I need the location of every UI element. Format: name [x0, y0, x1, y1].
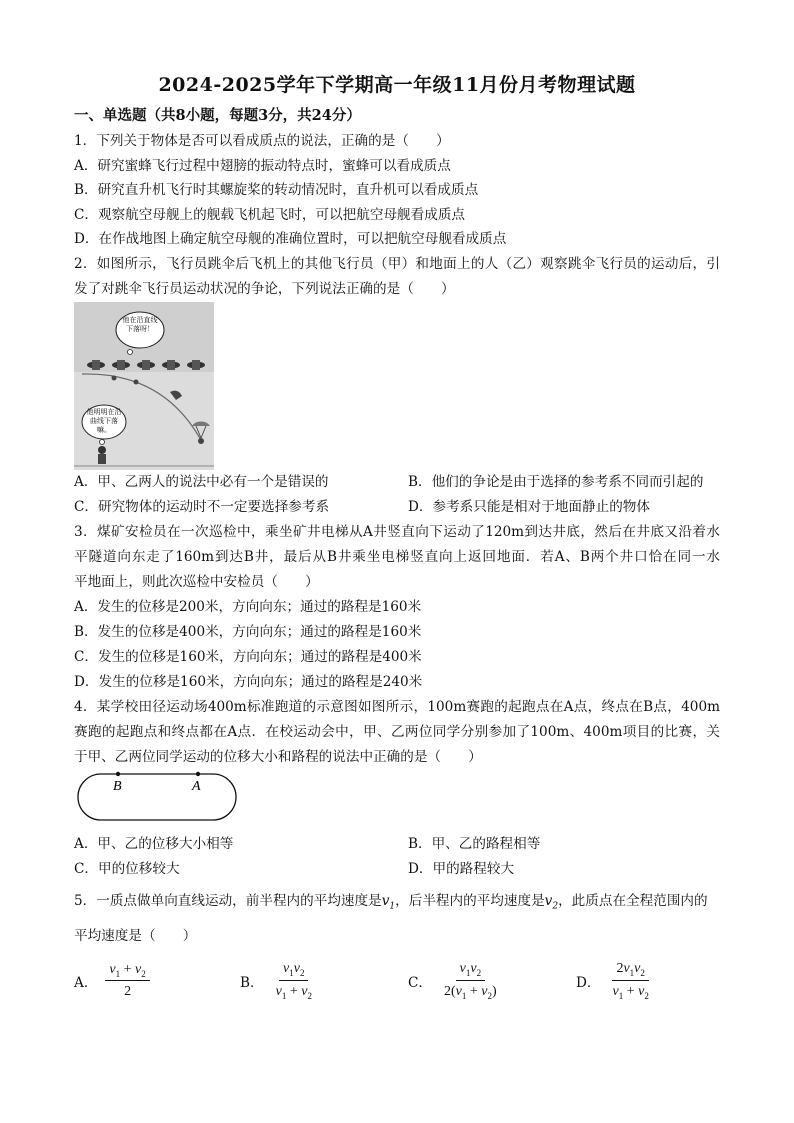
q2-option-b: B．他们的争论是由于选择的参考系不同而引起的 — [408, 474, 704, 490]
bubble-bottom-text: 他明明在沿曲线下落嘛。 — [86, 408, 122, 434]
point-a-marker — [196, 772, 200, 776]
q3-option-b: B．发生的位移是400米，方向向东；通过的路程是160米 — [74, 624, 422, 640]
formula-d: $\frac{2v_1v_2}{v_1 + v_2}$ — [612, 961, 649, 1001]
bubble-top-text: 他在沿直线下落呀！ — [122, 316, 158, 333]
q1-stem: 1．下列关于物体是否可以看成质点的说法，正确的是（ ） — [74, 133, 450, 149]
q4-stem-line2: 赛跑的起跑点和终点都在A点．在校运动会中，甲、乙两位同学分别参加了100m、400m项目的比赛，关 — [74, 724, 720, 740]
v1-symbol: $v_1$ — [381, 893, 396, 912]
q5-option-b-label: B． — [240, 975, 264, 991]
q4-option-b: B．甲、乙的路程相等 — [408, 836, 541, 852]
q2-stem-line1: 2．如图所示，飞行员跳伞后飞机上的其他飞行员（甲）和地面上的人（乙）观察跳伞飞行员的运动后，引 — [74, 256, 720, 272]
label-b: B — [113, 779, 122, 794]
track-outline — [78, 774, 236, 820]
formula-c: $\frac{v_1v_2}{2(v_1 + v_2)}$ — [444, 961, 497, 1001]
q5-stem-part1: 5．一质点做单向直线运动，前半程内的平均速度是 — [74, 893, 382, 909]
q3-option-a: A．发生的位移是200米，方向向东；通过的路程是160米 — [74, 599, 422, 615]
q4-option-d: D．甲的路程较大 — [408, 861, 515, 877]
q3-stem-line3: 平地面上，则此次巡检中安检员（ ） — [74, 574, 319, 590]
section-heading: 一、单选题（共8小题，每题3分，共24分） — [74, 107, 361, 124]
q2-option-c: C．研究物体的运动时不一定要选择参考系 — [74, 499, 330, 515]
q2-option-d: D．参考系只能是相对于地面静止的物体 — [408, 499, 650, 515]
q3-option-d: D．发生的位移是160米，方向向东；通过的路程是240米 — [74, 674, 423, 690]
q4-stem-line3: 于甲、乙两位同学运动的位移大小和路程的说法中正确的是（ ） — [74, 749, 482, 765]
q1-option-a: A．研究蜜蜂飞行过程中翅膀的振动特点时，蜜蜂可以看成质点 — [74, 158, 451, 174]
exam-title: 2024-2025学年下学期高一年级11月份月考物理试题 — [158, 74, 636, 96]
q5-stem-line1 — [74, 892, 708, 916]
q5-option-c-label: C． — [408, 975, 432, 991]
formula-a: $\frac{v_1 + v_2}{2}$ — [105, 962, 149, 1001]
q1-option-b: B．研究直升机飞行时其螺旋桨的转动情况时，直升机可以看成质点 — [74, 182, 479, 198]
q2-option-a: A．甲、乙两人的说法中必有一个是错误的 — [74, 474, 329, 490]
q3-stem-line2: 平隧道向东走了160m到达B井，最后从B井乘坐电梯竖直向上返回地面．若A、B两个井口恰在同一水 — [74, 549, 720, 565]
q5-option-d-label: D． — [576, 975, 601, 991]
q1-option-c: C．观察航空母舰上的舰载飞机起飞时，可以把航空母舰看成质点 — [74, 207, 466, 223]
point-b-marker — [116, 772, 120, 776]
q5-stem-part3: ，此质点在全程范围内的 — [558, 893, 708, 909]
v2-symbol: $v_2$ — [544, 893, 559, 912]
q4-option-a: A．甲、乙的位移大小相等 — [74, 836, 234, 852]
running-track-figure — [76, 770, 240, 824]
q5-option-a-label: A． — [74, 975, 98, 991]
formula-b: $\frac{v_1v_2}{v_1 + v_2}$ — [275, 961, 312, 1001]
q5-stem-line2: 平均速度是（ ） — [74, 928, 197, 944]
q4-option-c: C．甲的位移较大 — [74, 861, 180, 877]
q5-stem-part2: ，后半程内的平均速度是 — [395, 893, 545, 909]
label-a: A — [192, 779, 201, 794]
q5-option-d — [576, 958, 653, 1004]
q3-option-c: C．发生的位移是160米，方向向东；通过的路程是400米 — [74, 649, 422, 665]
q4-stem-line1: 4．某学校田径运动场400m标准跑道的示意图如图所示，100m赛跑的起跑点在A点，终点在B点，400m — [74, 699, 720, 715]
q2-stem-line2: 发了对跳伞飞行员运动状况的争论，下列说法正确的是（ ） — [74, 281, 455, 297]
q5-option-c — [408, 958, 501, 1004]
q3-stem-line1: 3．煤矿安检员在一次巡检中，乘坐矿井电梯从A井竖直向下运动了120m到达井底，然后在井底又沿着水 — [74, 524, 720, 540]
q1-option-d: D．在作战地图上确定航空母舰的准确位置时，可以把航空母舰看成质点 — [74, 231, 507, 247]
q5-option-b — [240, 958, 316, 1004]
q5-option-a — [74, 958, 150, 1004]
parachute-figure — [74, 302, 214, 470]
